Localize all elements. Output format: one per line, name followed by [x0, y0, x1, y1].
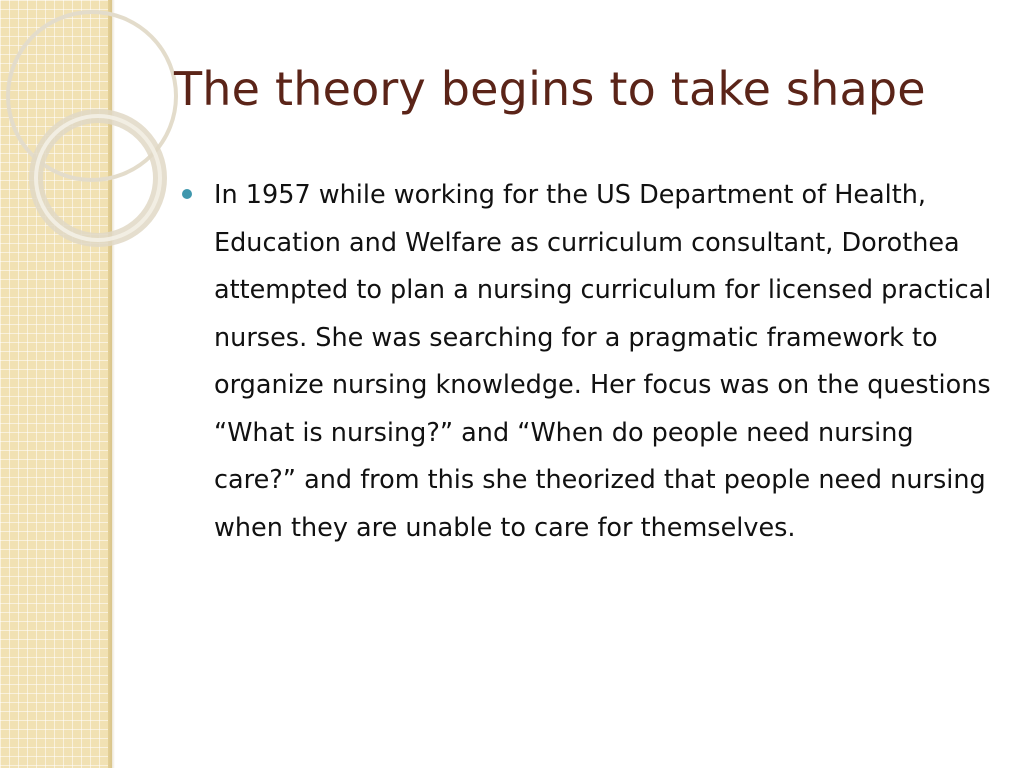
- bullet-item: [182, 172, 992, 552]
- slide-title: The theory begins to take shape: [174, 62, 926, 116]
- slide-body: [182, 172, 992, 552]
- decorative-rings: [0, 0, 180, 260]
- bullet-dot-icon: [182, 189, 192, 199]
- bullet-text: In 1957 while working for the US Department of Health, Education and Welfare as curriculum consultant, Dorothea attempted to plan a nursing curriculum for licensed practical nurses. She was searching for a pragmatic framework to organize nursing knowledge. Her focus was on the questions “What is nursing?” and “When do people need nursing care?” and from this she theorized that people need nursing when they are unable to care for themselves.: [214, 180, 992, 543]
